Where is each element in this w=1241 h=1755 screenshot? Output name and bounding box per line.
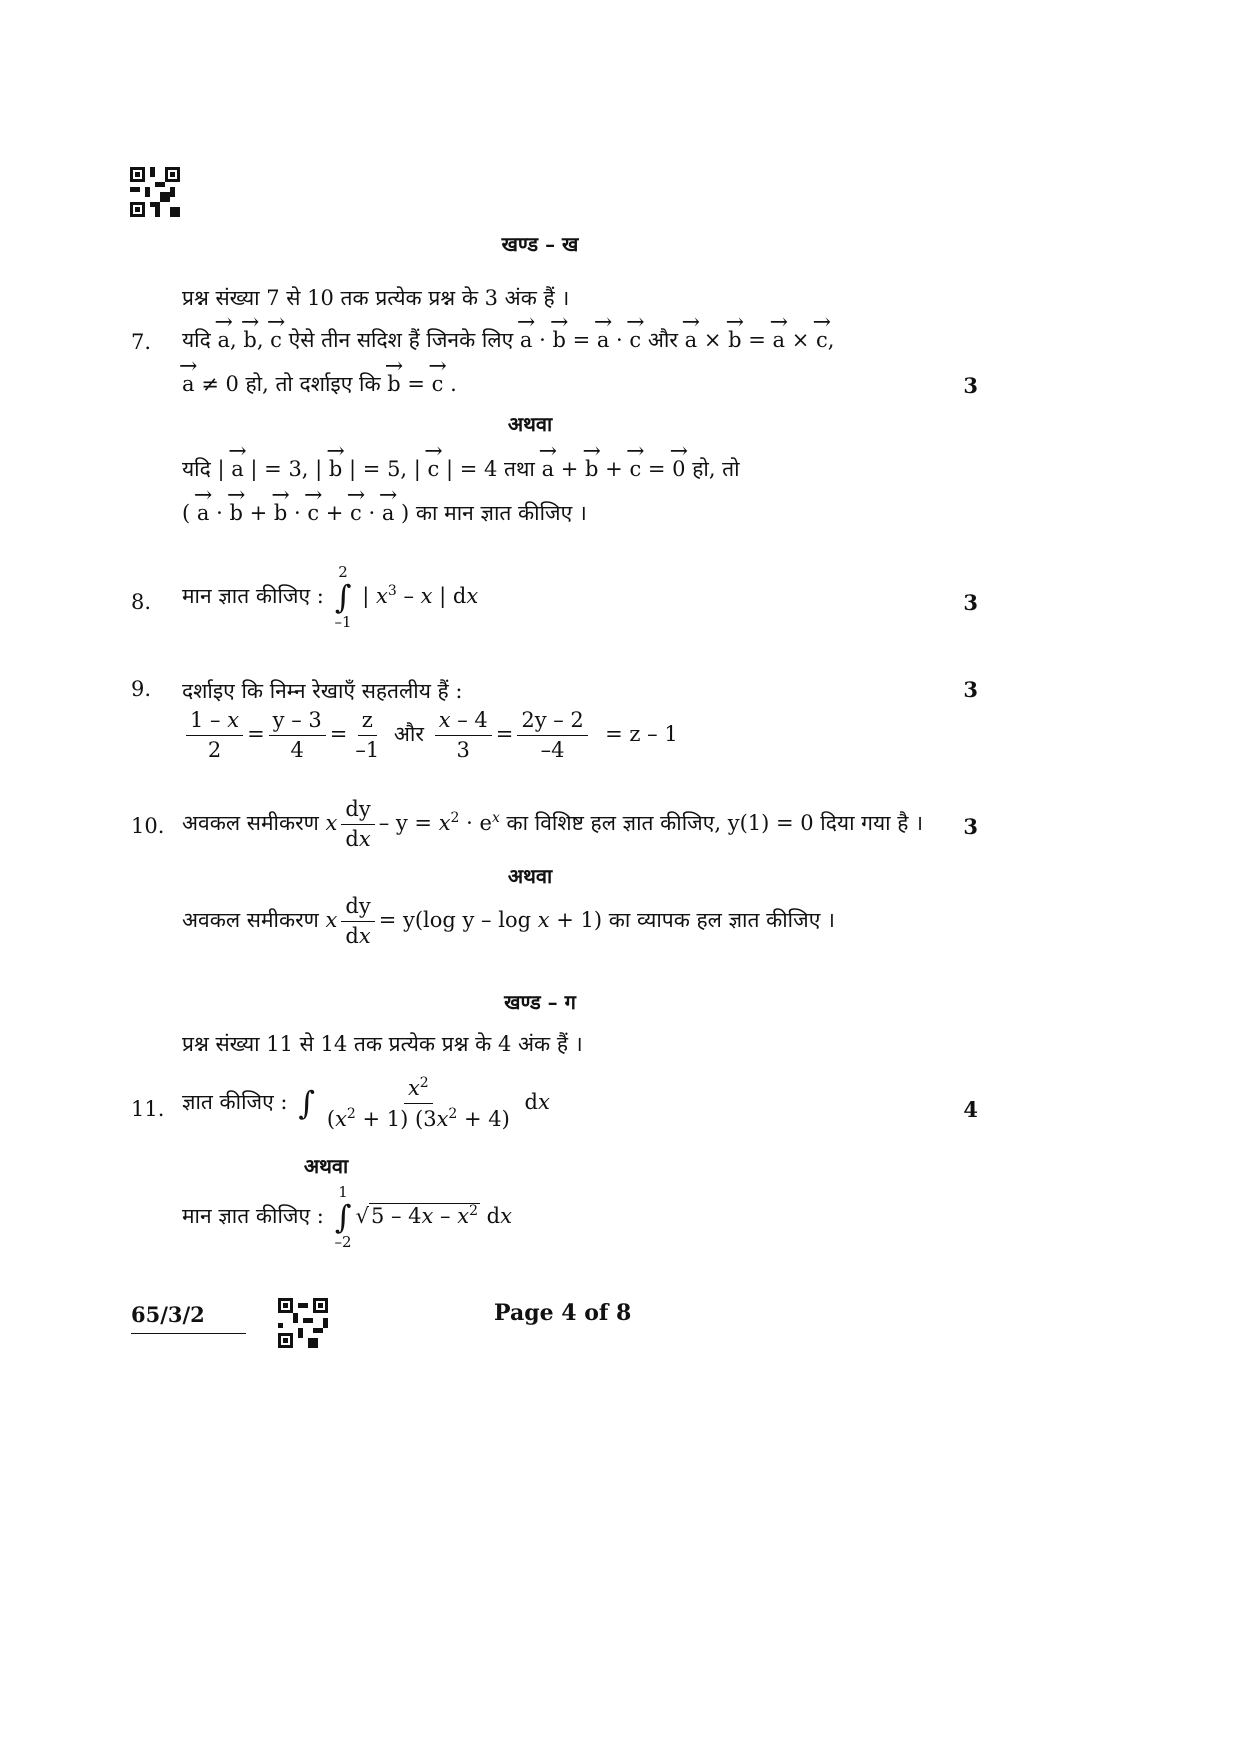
q10-label: अवकल समीकरण xyxy=(182,811,319,836)
q7-intro-text: यदि xyxy=(182,328,211,352)
question-11-expression: ज्ञात कीजिए : ∫ $\frac{x^2}{(x^2 + 1) (3x^2 + 4)}$ dx xyxy=(182,1075,550,1132)
question-10-or-label: अथवा xyxy=(507,864,553,888)
q10-text-end: का विशिष्ट हल ज्ञात कीजिए, y(1) = 0 दिया गया है । xyxy=(506,811,924,836)
qr-code-icon xyxy=(130,167,180,217)
question-8-number: 8. xyxy=(131,590,152,614)
question-9-label: दर्शाइए कि निम्न रेखाएँ सहतलीय हैं : xyxy=(182,679,463,703)
question-7-line2: → a ≠ 0 हो, तो दर्शाइए कि → b = → c . xyxy=(182,362,457,398)
section-b-instruction: प्रश्न संख्या 7 से 10 तक प्रत्येक प्रश्न के 3 अंक हैं । xyxy=(182,286,570,310)
q7-alt-intro: यदि xyxy=(182,457,211,481)
q11-alt-label: मान ज्ञात कीजिए : xyxy=(182,1204,324,1229)
qr-code-icon xyxy=(278,1298,328,1348)
q7-line2-text: हो, तो दर्शाइए कि xyxy=(245,372,381,396)
q9-and: और xyxy=(393,722,424,747)
question-7-marks: 3 xyxy=(963,373,978,398)
question-8-marks: 3 xyxy=(963,590,978,615)
question-9-equation: $\frac{1 - x}{2}$ = $\frac{y - 3}{4}$ = $\frac{z}{-1}$ और $\frac{x - 4}{3}$ = $\frac{2y - 2}{-4}$ = z – 1 xyxy=(182,708,678,763)
q7-and-text: और xyxy=(647,328,678,352)
integral-sign: 2 ∫ –1 xyxy=(334,563,352,632)
q7-mid-text: ऐसे तीन सदिश हैं जिनके लिए xyxy=(288,328,514,352)
q11-label: ज्ञात कीजिए : xyxy=(182,1090,288,1115)
q7-alt-tatha: तथा xyxy=(504,457,535,481)
paper-code: 65/3/2 xyxy=(131,1302,246,1334)
question-7-line1: यदि → a, → b, → c ऐसे तीन सदिश हैं जिनके लिए → a · → b = → a · → c और → a × → b = → a × → c, xyxy=(182,318,834,354)
q10-alt-end: का व्यापक हल ज्ञात कीजिए । xyxy=(608,908,835,933)
question-7-or-label: अथवा xyxy=(507,412,553,436)
section-c-instruction: प्रश्न संख्या 11 से 14 तक प्रत्येक प्रश्न के 4 अंक हैं । xyxy=(182,1032,583,1056)
question-9-number: 9. xyxy=(131,677,152,701)
question-11-marks: 4 xyxy=(963,1097,978,1122)
question-11-or-label: अथवा xyxy=(303,1154,349,1178)
page-number: Page 4 of 8 xyxy=(494,1300,632,1326)
section-b-heading: खण्ड – ख xyxy=(501,232,579,256)
q7-alt-end: का मान ज्ञात कीजिए । xyxy=(415,501,587,525)
question-11-alt-expression: मान ज्ञात कीजिए : 1 ∫ –2 $√5 - 4x - x^2$ dx xyxy=(182,1183,512,1252)
question-8-expression: मान ज्ञात कीजिए : 2 ∫ –1 | $x^3$ – x | dx xyxy=(182,563,479,632)
question-10-number: 10. xyxy=(131,814,165,838)
question-10-alt-expression: अवकल समीकरण x $\frac{dy}{dx}$ = y(log y – log x + 1) का व्यापक हल ज्ञात कीजिए । xyxy=(182,894,835,949)
question-9-marks: 3 xyxy=(963,677,978,702)
question-11-number: 11. xyxy=(131,1097,165,1121)
question-10-marks: 3 xyxy=(963,814,978,839)
question-10-expression: अवकल समीकरण x $\frac{dy}{dx}$ – $y = x^2 \cdot e^x$ का विशिष्ट हल ज्ञात कीजिए, y(1) = 0 दिया गया है । xyxy=(182,797,924,852)
question-7-alt-line2: ( → a · → b + → b · → c + → c · → a ) का मान ज्ञात कीजिए । xyxy=(182,491,587,527)
q8-label: मान ज्ञात कीजिए : xyxy=(182,584,324,609)
q10-alt-label: अवकल समीकरण xyxy=(182,908,319,933)
question-7-alt-line1: यदि | → a | = 3, | → b | = 5, | → c | = 4 तथा → a + → b + → c = → 0 हो, तो xyxy=(182,447,740,483)
integral-sign: 1 ∫ –2 xyxy=(334,1183,352,1252)
question-7-number: 7. xyxy=(131,330,152,354)
integral-sign: ∫ xyxy=(298,1084,315,1123)
q7-alt-ho-to: हो, तो xyxy=(692,457,740,481)
section-c-heading: खण्ड – ग xyxy=(504,990,576,1014)
